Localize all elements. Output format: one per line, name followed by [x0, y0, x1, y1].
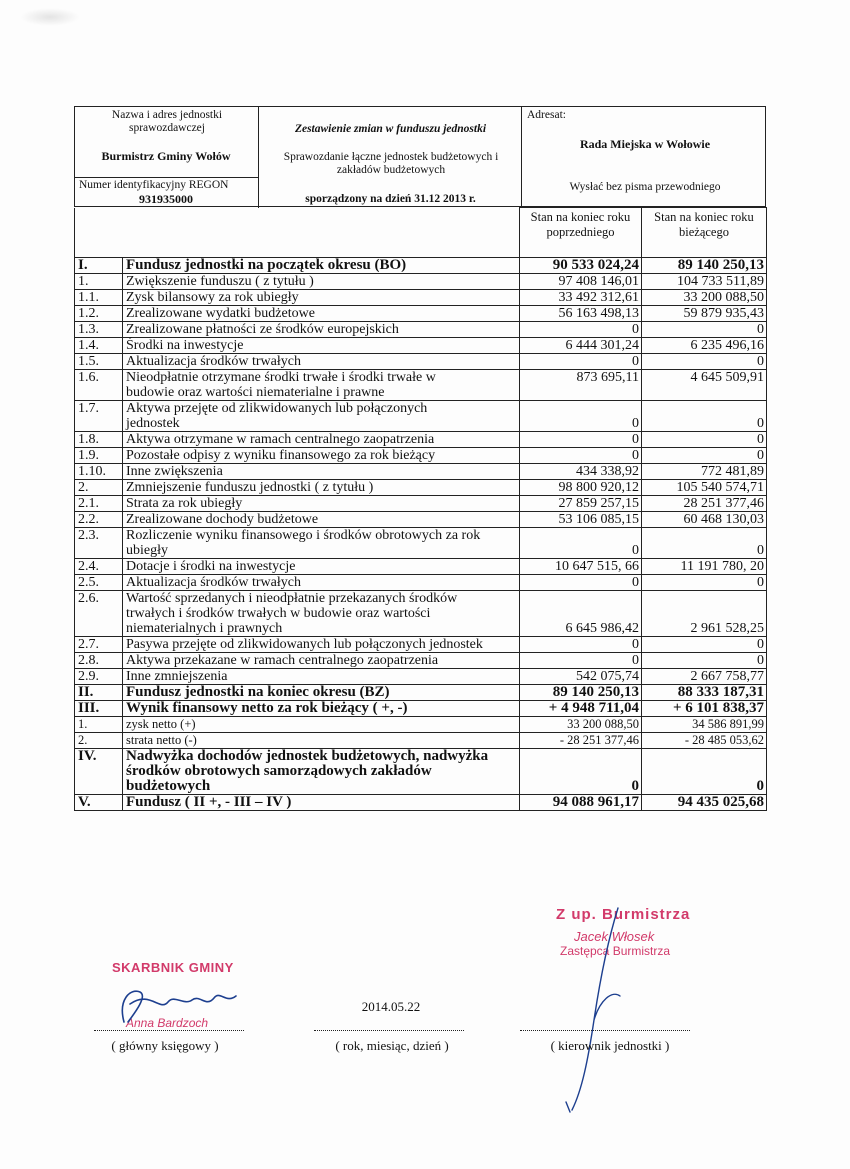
prev-year-value: 0 [520, 322, 642, 338]
row-number: 1.10. [75, 464, 123, 480]
report-title: Zestawienie zmian w funduszu jednostki [294, 123, 487, 135]
row-label: Fundusz jednostki na koniec okresu (BZ) [123, 685, 520, 701]
row-label: Zrealizowane wydatki budżetowe [123, 306, 520, 322]
current-year-value: 94 435 025,68 [642, 795, 767, 811]
prev-year-value: 0 [520, 448, 642, 464]
treasurer-stamp-name: Anna Bardzoch [126, 1016, 209, 1030]
current-year-value: + 6 101 838,37 [642, 701, 767, 717]
row-number: 1.5. [75, 354, 123, 370]
row-number: 2.6. [75, 591, 123, 637]
row-label: Rozliczenie wyniku finansowego i środków obrotowych za rok ubiegły [123, 528, 520, 559]
deputy-stamp-title: Zastępca Burmistrza [560, 944, 671, 958]
prev-year-value: 6 444 301,24 [520, 338, 642, 354]
date-caption: ( rok, miesiąc, dzień ) [335, 1038, 449, 1053]
row-number: 2.5. [75, 575, 123, 591]
current-year-value: 2 961 528,25 [642, 591, 767, 637]
row-number: 1. [75, 717, 123, 733]
prev-year-value: 0 [520, 432, 642, 448]
current-year-value: 2 667 758,77 [642, 669, 767, 685]
current-year-value: 0 [642, 575, 767, 591]
current-year-value: 59 879 935,43 [642, 306, 767, 322]
row-number: 2.2. [75, 512, 123, 528]
prev-year-value: 0 [520, 354, 642, 370]
current-year-value: 0 [642, 322, 767, 338]
report-date: sporządzony na dzień 31.12 2013 r. [305, 193, 476, 205]
row-label: zysk netto (+) [123, 717, 520, 733]
row-number: 2.4. [75, 559, 123, 575]
prev-year-value: 6 645 986,42 [520, 591, 642, 637]
row-number: III. [75, 701, 123, 717]
report-subtitle: Sprawozdanie łączne jednostek budżetowych i zakładów budżetowych [283, 151, 499, 176]
prev-year-value: 542 075,74 [520, 669, 642, 685]
row-label: Aktywa przekazane w ramach centralnego zaopatrzenia [123, 653, 520, 669]
row-number: 2.7. [75, 637, 123, 653]
prev-year-value: 27 859 257,15 [520, 496, 642, 512]
row-label: Aktywa otrzymane w ramach centralnego zaopatrzenia [123, 432, 520, 448]
addressee-label: Adresat: [527, 109, 566, 121]
row-number: 2. [75, 480, 123, 496]
current-year-value: 60 468 130,03 [642, 512, 767, 528]
prev-year-value: 0 [520, 575, 642, 591]
row-number: V. [75, 795, 123, 811]
prev-year-value: 0 [520, 528, 642, 559]
report-date-value: 2014.05.22 [361, 999, 421, 1014]
prev-year-value: 98 800 920,12 [520, 480, 642, 496]
row-number: 2.9. [75, 669, 123, 685]
prev-year-value: + 4 948 711,04 [520, 701, 642, 717]
row-number: IV. [75, 749, 123, 795]
date-sign-line [314, 1030, 464, 1031]
current-year-value: 0 [642, 432, 767, 448]
row-label: Wartość sprzedanych i nieodpłatnie przekazanych środków trwałych i środków trwałych w budowie oraz wartości niematerialnych i prawnych [123, 591, 520, 637]
row-label: Aktualizacja środków trwałych [123, 354, 520, 370]
head-sign-line [520, 1030, 690, 1031]
prev-year-value: 0 [520, 401, 642, 432]
row-label: Fundusz jednostki na początek okresu (BO) [123, 258, 520, 274]
addressee: Rada Miejska w Wołowie [579, 137, 711, 151]
row-number: I. [75, 258, 123, 274]
prev-year-value: 33 200 088,50 [520, 717, 642, 733]
row-label: strata netto (-) [123, 733, 520, 749]
current-year-value: 0 [642, 401, 767, 432]
row-label: Dotacje i środki na inwestycje [123, 559, 520, 575]
row-label: Zwiększenie funduszu ( z tytułu ) [123, 274, 520, 290]
row-label: Zrealizowane płatności ze środków europejskich [123, 322, 520, 338]
current-year-value: 104 733 511,89 [642, 274, 767, 290]
current-year-value: 11 191 780, 20 [642, 559, 767, 575]
prev-year-value: - 28 251 377,46 [520, 733, 642, 749]
current-year-value: 89 140 250,13 [642, 258, 767, 274]
current-year-value: 0 [642, 448, 767, 464]
prev-year-value: 873 695,11 [520, 370, 642, 401]
current-year-value: 0 [642, 528, 767, 559]
regon-value: 931935000 [139, 192, 193, 206]
row-label: Inne zmniejszenia [123, 669, 520, 685]
current-year-value: 34 586 891,99 [642, 717, 767, 733]
row-label: Pasywa przejęte od zlikwidowanych lub połączonych jednostek [123, 637, 520, 653]
row-number: II. [75, 685, 123, 701]
send-note: Wysłać bez pisma przewodniego [569, 181, 721, 193]
prev-year-value: 434 338,92 [520, 464, 642, 480]
row-label: Zysk bilansowy za rok ubiegły [123, 290, 520, 306]
prev-year-value: 0 [520, 749, 642, 795]
prev-year-value: 97 408 146,01 [520, 274, 642, 290]
row-number: 1.6. [75, 370, 123, 401]
unit-label: Nazwa i adres jednostki sprawozdawczej [111, 109, 223, 134]
prev-year-value: 94 088 961,17 [520, 795, 642, 811]
prev-year-value: 0 [520, 637, 642, 653]
head-signature [566, 908, 620, 1112]
unit-name: Burmistrz Gminy Wołów [101, 149, 231, 163]
row-label: Strata za rok ubiegły [123, 496, 520, 512]
row-number: 1.1. [75, 290, 123, 306]
row-label: Aktywa przejęte od zlikwidowanych lub połączonych jednostek [123, 401, 520, 432]
deputy-stamp-line: Z up. Burmistrza [556, 906, 691, 923]
current-year-value: 33 200 088,50 [642, 290, 767, 306]
row-number: 2.1. [75, 496, 123, 512]
current-year-value: 0 [642, 653, 767, 669]
row-number: 1.7. [75, 401, 123, 432]
current-year-value: 28 251 377,46 [642, 496, 767, 512]
row-number: 1.2. [75, 306, 123, 322]
prev-year-value: 10 647 515, 66 [520, 559, 642, 575]
row-label: Środki na inwestycje [123, 338, 520, 354]
col-curr-header: Stan na koniec roku bieżącego [642, 208, 767, 258]
current-year-value: 4 645 509,91 [642, 370, 767, 401]
current-year-value: 0 [642, 354, 767, 370]
row-label: Zmniejszenie funduszu jednostki ( z tytułu ) [123, 480, 520, 496]
regon-label: Numer identyfikacyjny REGON [79, 179, 229, 191]
head-caption: ( kierownik jednostki ) [550, 1038, 670, 1053]
row-number: 1.9. [75, 448, 123, 464]
row-number: 1. [75, 274, 123, 290]
current-year-value: 6 235 496,16 [642, 338, 767, 354]
row-number: 2.8. [75, 653, 123, 669]
row-number: 1.8. [75, 432, 123, 448]
current-year-value: 0 [642, 637, 767, 653]
prev-year-value: 0 [520, 653, 642, 669]
deputy-stamp-name: Jacek Włosek [574, 929, 655, 944]
treasurer-signature [122, 991, 236, 1022]
accountant-caption: ( główny księgowy ) [111, 1038, 219, 1053]
row-number: 2. [75, 733, 123, 749]
prev-year-value: 53 106 085,15 [520, 512, 642, 528]
row-label: Nadwyżka dochodów jednostek budżetowych, nadwyżka środków obrotowych samorządowych zakładów budżetowych [123, 749, 520, 795]
row-number: 1.4. [75, 338, 123, 354]
row-label: Nieodpłatnie otrzymane środki trwałe i środki trwałe w budowie oraz wartości niematerialne i prawne [123, 370, 520, 401]
treasurer-stamp-title: SKARBNIK GMINY [112, 960, 234, 975]
accountant-sign-line [94, 1030, 244, 1031]
row-label: Pozostałe odpisy z wyniku finansowego za rok bieżący [123, 448, 520, 464]
row-number: 2.3. [75, 528, 123, 559]
current-year-value: - 28 485 053,62 [642, 733, 767, 749]
current-year-value: 772 481,89 [642, 464, 767, 480]
row-label: Fundusz ( II +, - III – IV ) [123, 795, 520, 811]
prev-year-value: 33 492 312,61 [520, 290, 642, 306]
prev-year-value: 56 163 498,13 [520, 306, 642, 322]
current-year-value: 105 540 574,71 [642, 480, 767, 496]
col-prev-header: Stan na koniec roku poprzedniego [520, 208, 642, 258]
prev-year-value: 90 533 024,24 [520, 258, 642, 274]
current-year-value: 88 333 187,31 [642, 685, 767, 701]
row-label: Inne zwiększenia [123, 464, 520, 480]
row-label: Wynik finansowy netto za rok bieżący ( +, -) [123, 701, 520, 717]
row-label: Aktualizacja środków trwałych [123, 575, 520, 591]
row-label: Zrealizowane dochody budżetowe [123, 512, 520, 528]
row-number: 1.3. [75, 322, 123, 338]
prev-year-value: 89 140 250,13 [520, 685, 642, 701]
current-year-value: 0 [642, 749, 767, 795]
